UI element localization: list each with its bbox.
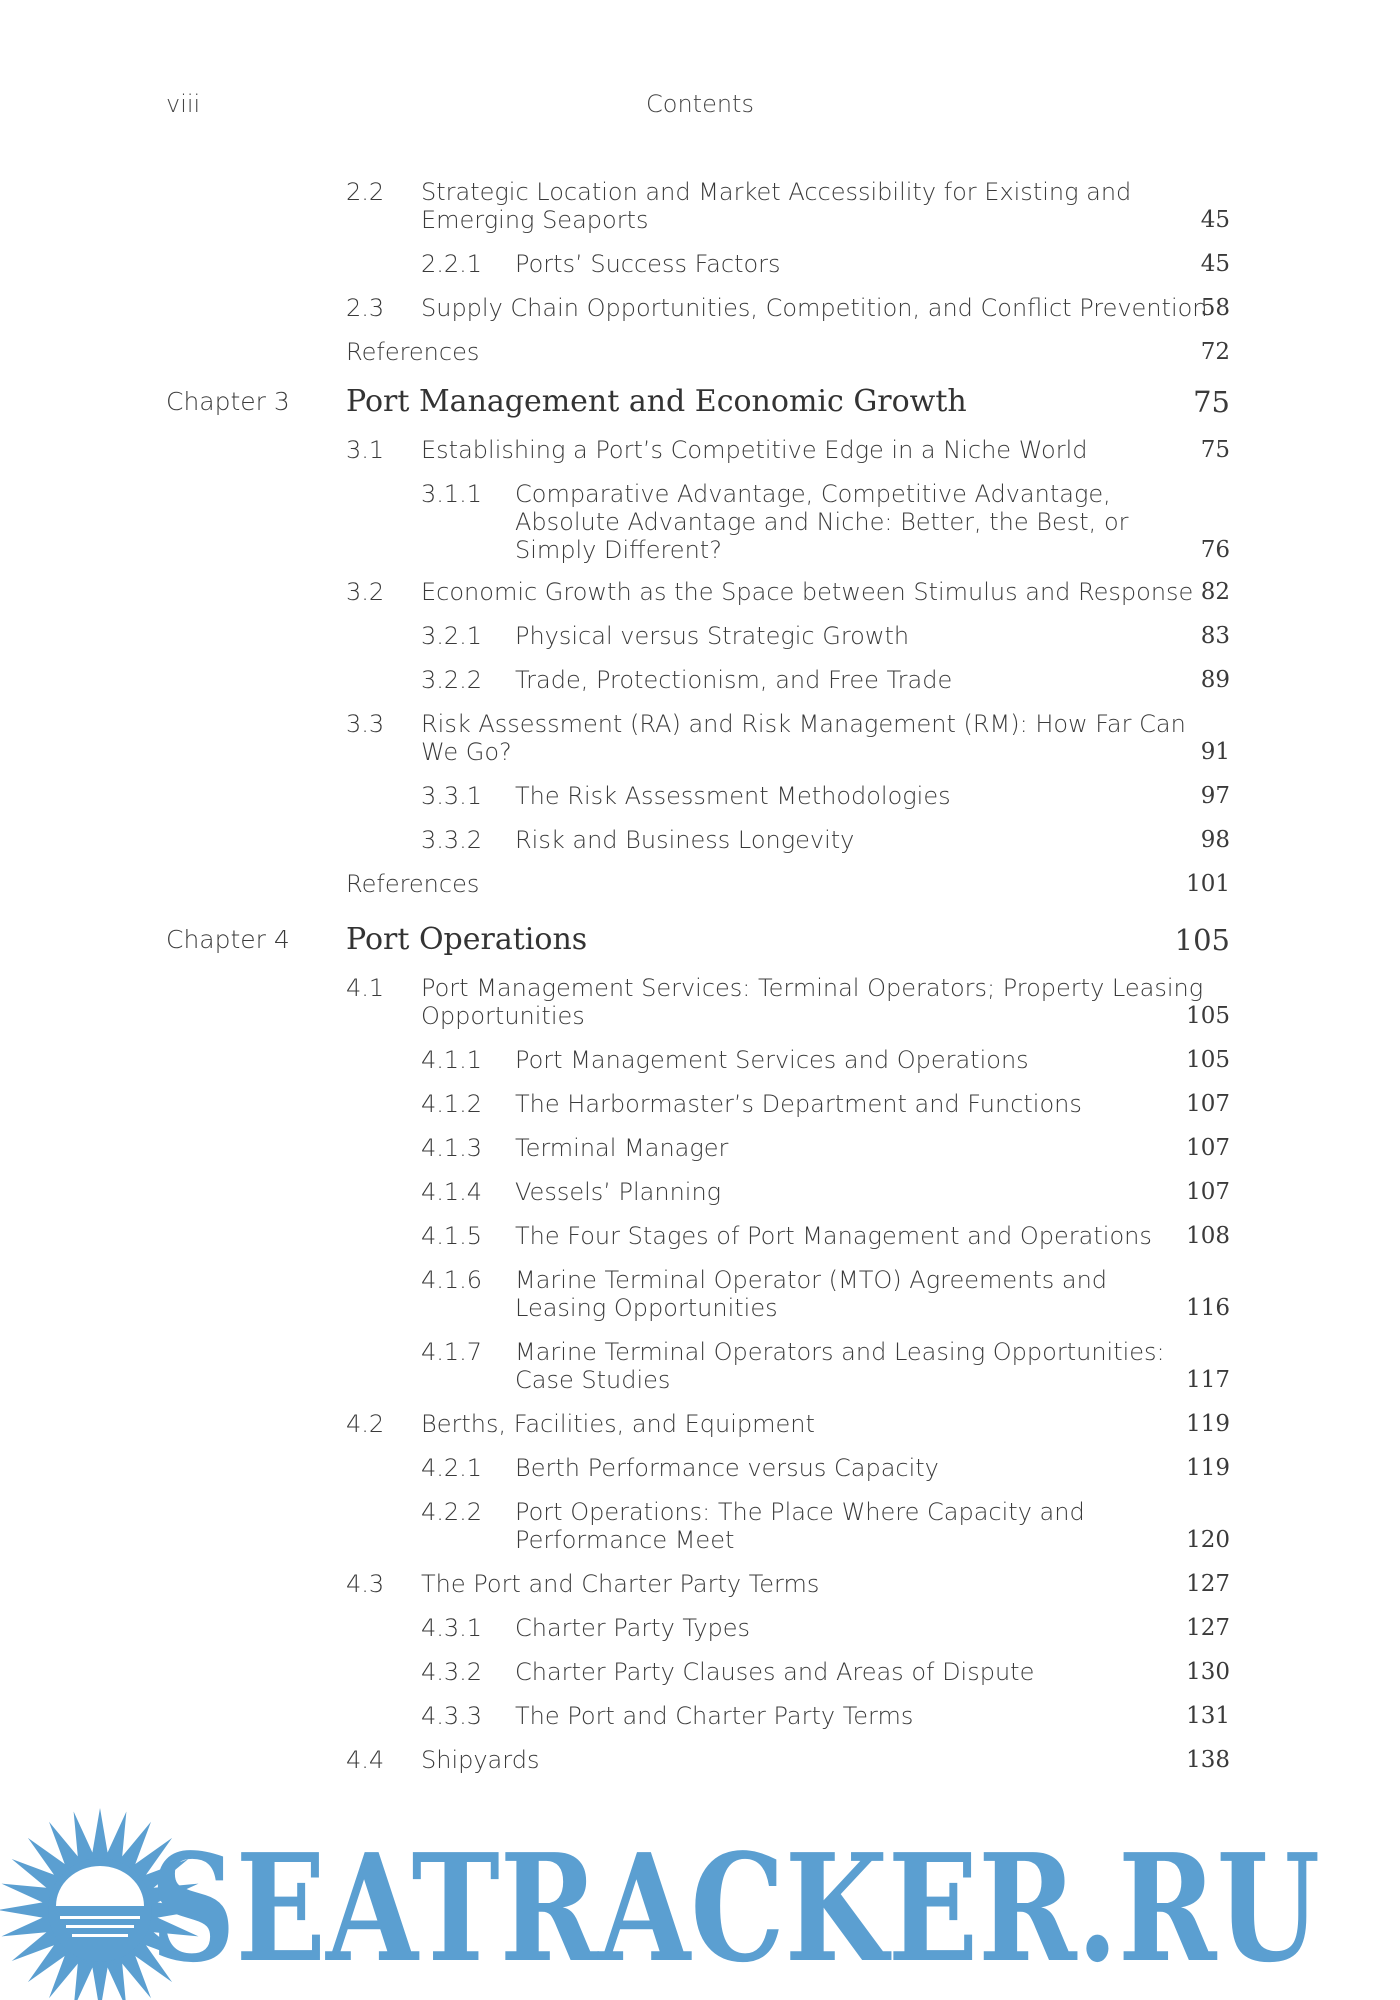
toc-title-line: Case Studies [515, 1366, 671, 1394]
toc-page-number: 130 [1186, 1659, 1230, 1685]
toc-title-line: Leasing Opportunities [515, 1294, 778, 1322]
toc-title-line: Port Operations: The Place Where Capacity and [515, 1498, 1085, 1526]
toc-title-line: Ports’ Success Factors [515, 250, 781, 278]
toc-title-line: Port Operations [346, 922, 588, 957]
toc-number: 3.3 [346, 710, 385, 738]
toc-section[interactable] [0, 436, 1400, 464]
sun-stripe [72, 1934, 128, 1937]
toc-page-number: 105 [1186, 1047, 1230, 1073]
toc-page-number: 91 [1200, 739, 1230, 765]
toc-title-line: Charter Party Types [515, 1614, 751, 1642]
toc-number: 3.1.1 [421, 480, 483, 508]
toc-chapter[interactable] [0, 922, 1400, 957]
toc-number: 2.3 [346, 294, 385, 322]
toc-number: 4.1.3 [421, 1134, 483, 1162]
toc-subsection[interactable] [0, 1222, 1400, 1250]
toc-number: 4.4 [346, 1746, 385, 1774]
toc-number: 4.2.2 [421, 1498, 483, 1526]
toc-subsection[interactable] [0, 1454, 1400, 1482]
toc-section[interactable] [0, 578, 1400, 606]
toc-number: 3.2 [346, 578, 385, 606]
toc-page-number: 45 [1200, 207, 1230, 233]
toc-number: 4.1.4 [421, 1178, 483, 1206]
watermark-graphic [0, 1790, 1400, 2000]
toc-subsection[interactable] [0, 1178, 1400, 1206]
toc-section[interactable] [0, 1410, 1400, 1438]
toc-page-number: 138 [1186, 1747, 1230, 1773]
toc-title-line: Comparative Advantage, Competitive Advantage, [515, 480, 1111, 508]
toc-number: 4.2.1 [421, 1454, 483, 1482]
toc-section[interactable] [0, 1570, 1400, 1598]
toc-page-number: 75 [1200, 437, 1230, 463]
toc-page-number: 83 [1200, 623, 1230, 649]
toc-page-number: 119 [1186, 1455, 1230, 1481]
toc-page-number: 82 [1200, 579, 1230, 605]
toc-page-number: 107 [1186, 1179, 1230, 1205]
toc-title-line: Marine Terminal Operator (MTO) Agreements and [515, 1266, 1108, 1294]
toc-number: 2.2 [346, 178, 385, 206]
toc-subsection[interactable] [0, 1658, 1400, 1686]
toc-page-number: 131 [1186, 1703, 1230, 1729]
toc-title-line: The Risk Assessment Methodologies [515, 782, 951, 810]
toc-title-line: Physical versus Strategic Growth [515, 622, 910, 650]
toc-number: Chapter 3 [166, 387, 290, 416]
toc-number: 3.1 [346, 436, 385, 464]
toc-title-line: Charter Party Clauses and Areas of Dispute [515, 1658, 1035, 1686]
toc-chapter[interactable] [0, 384, 1400, 419]
toc-references[interactable] [0, 338, 1400, 366]
toc-number: 4.3.2 [421, 1658, 483, 1686]
toc-title-line: References [346, 338, 480, 366]
toc-section[interactable] [0, 974, 1400, 1030]
toc-number: 2.2.1 [421, 250, 483, 278]
toc-title-line: Berth Performance versus Capacity [515, 1454, 939, 1482]
toc-section[interactable] [0, 710, 1400, 766]
toc-title-line: The Four Stages of Port Management and Operations [515, 1222, 1152, 1250]
toc-subsection[interactable] [0, 622, 1400, 650]
toc-subsection[interactable] [0, 1266, 1400, 1322]
toc-number: 3.3.2 [421, 826, 483, 854]
toc-number: 4.1.6 [421, 1266, 483, 1294]
toc-title-line: Simply Different? [515, 536, 722, 564]
toc-page-number: 89 [1200, 667, 1230, 693]
toc-subsection[interactable] [0, 782, 1400, 810]
toc-title-line: Emerging Seaports [421, 206, 649, 234]
toc-title-line: The Harbormaster’s Department and Functions [515, 1090, 1082, 1118]
toc-page-number: 105 [1174, 923, 1230, 957]
toc-title-line: Vessels’ Planning [515, 1178, 722, 1206]
toc-subsection[interactable] [0, 1338, 1400, 1394]
toc-page-number: 98 [1200, 827, 1230, 853]
sun-stripe [66, 1925, 134, 1928]
toc-number: Chapter 4 [166, 925, 290, 954]
toc-title-line: We Go? [421, 738, 512, 766]
toc-subsection[interactable] [0, 1090, 1400, 1118]
toc-page-number: 75 [1193, 385, 1230, 419]
toc-page-number: 97 [1200, 783, 1230, 809]
toc-page-number: 101 [1186, 871, 1230, 897]
toc-subsection[interactable] [0, 250, 1400, 278]
toc-number: 4.1 [346, 974, 385, 1002]
toc-title-line: Shipyards [421, 1746, 540, 1774]
toc-title-line: The Port and Charter Party Terms [515, 1702, 914, 1730]
toc-number: 4.1.5 [421, 1222, 483, 1250]
toc-page-number: 108 [1186, 1223, 1230, 1249]
toc-title-line: Risk Assessment (RA) and Risk Management (RM): How Far Can [421, 710, 1186, 738]
toc-title-line: References [346, 870, 480, 898]
toc-title-line: Supply Chain Opportunities, Competition, and Conflict Prevention [421, 294, 1208, 322]
toc-subsection[interactable] [0, 1614, 1400, 1642]
toc-number: 3.3.1 [421, 782, 483, 810]
toc-section[interactable] [0, 294, 1400, 322]
toc-subsection[interactable] [0, 826, 1400, 854]
toc-page-number: 107 [1186, 1091, 1230, 1117]
toc-number: 4.2 [346, 1410, 385, 1438]
toc-page-number: 105 [1186, 1003, 1230, 1029]
watermark-logo [0, 1790, 1400, 2000]
toc-number: 4.3.1 [421, 1614, 483, 1642]
toc-title-line: Terminal Manager [515, 1134, 729, 1162]
sun-stripe [60, 1916, 140, 1919]
toc-title-line: Economic Growth as the Space between Stimulus and Response [421, 578, 1194, 606]
toc-page-number: 119 [1186, 1411, 1230, 1437]
toc-page-number: 117 [1186, 1367, 1230, 1393]
toc-title-line: Strategic Location and Market Accessibility for Existing and [421, 178, 1132, 206]
toc-page-number: 127 [1186, 1615, 1230, 1641]
toc-title-line: Opportunities [421, 1002, 585, 1030]
toc-subsection[interactable] [0, 1046, 1400, 1074]
toc-references[interactable] [0, 870, 1400, 898]
watermark-text: SEATRACKER.RU [150, 1821, 1320, 1995]
toc-number: 4.1.7 [421, 1338, 483, 1366]
toc-number: 4.3 [346, 1570, 385, 1598]
toc-title-line: Absolute Advantage and Niche: Better, the Best, or [515, 508, 1129, 536]
toc-section[interactable] [0, 178, 1400, 234]
toc-subsection[interactable] [0, 1134, 1400, 1162]
toc-title-line: Performance Meet [515, 1526, 735, 1554]
toc-title-line: Marine Terminal Operators and Leasing Opportunities: [515, 1338, 1165, 1366]
toc-title-line: Trade, Protectionism, and Free Trade [515, 666, 953, 694]
toc-subsection[interactable] [0, 480, 1400, 564]
toc-title-line: Port Management Services and Operations [515, 1046, 1029, 1074]
toc-page-number: 120 [1186, 1527, 1230, 1553]
toc-subsection[interactable] [0, 1498, 1400, 1554]
toc-title-line: The Port and Charter Party Terms [421, 1570, 820, 1598]
toc-page-number: 127 [1186, 1571, 1230, 1597]
toc-title-line: Port Management Services: Terminal Operators; Property Leasing [421, 974, 1204, 1002]
toc-page-number: 76 [1200, 537, 1230, 563]
toc-number: 4.3.3 [421, 1702, 483, 1730]
toc-page-number: 116 [1186, 1295, 1230, 1321]
page-number: viii [166, 90, 201, 118]
toc-title-line: Establishing a Port’s Competitive Edge in a Niche World [421, 436, 1088, 464]
toc-subsection[interactable] [0, 666, 1400, 694]
toc-number: 3.2.2 [421, 666, 483, 694]
running-header: Contents [646, 90, 754, 118]
toc-title-line: Risk and Business Longevity [515, 826, 855, 854]
toc-number: 4.1.1 [421, 1046, 483, 1074]
toc-number: 3.2.1 [421, 622, 483, 650]
toc-number: 4.1.2 [421, 1090, 483, 1118]
toc-title-line: Berths, Facilities, and Equipment [421, 1410, 815, 1438]
toc-page-number: 72 [1200, 339, 1230, 365]
toc-section[interactable] [0, 1746, 1400, 1774]
toc-page-number: 107 [1186, 1135, 1230, 1161]
toc-page-number: 45 [1200, 251, 1230, 277]
toc-page-number: 58 [1200, 295, 1230, 321]
toc-title-line: Port Management and Economic Growth [346, 384, 967, 419]
toc-subsection[interactable] [0, 1702, 1400, 1730]
